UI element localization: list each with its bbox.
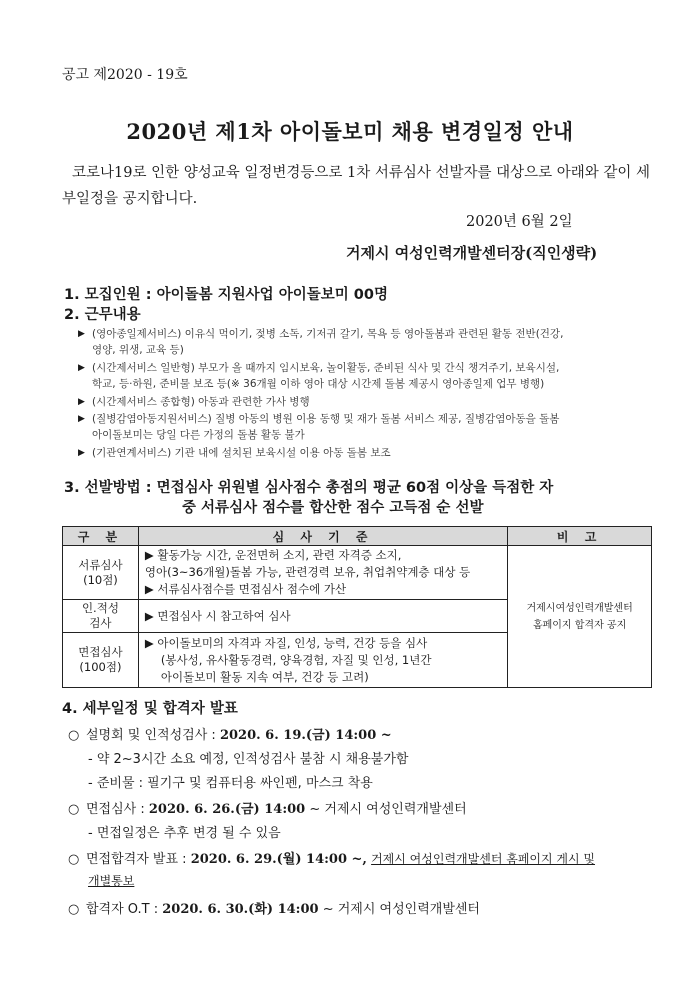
schedule-item-ot (68, 898, 480, 917)
duty-line: 영양, 위생, 교육 등) (92, 344, 184, 356)
schedule-note-cont: 개별통보 (88, 874, 135, 888)
schedule-location: ~ 거제시 여성인력개발센터 (318, 902, 480, 917)
section-selection-method-cont: 중 서류심사 점수를 합산한 점수 고득점 순 선발 (182, 500, 484, 516)
schedule-date: 2020. 6. 30.(화) 14:00 (162, 902, 319, 917)
criteria-line: ▶ 활동가능 시간, 운전면허 소지, 관련 자격증 소지, (144, 548, 402, 562)
category-points: 검사 (89, 616, 112, 630)
arrow-icon: ▶ (78, 448, 85, 458)
criteria-line: 아이돌보미 활동 지속 여부, 건강 등 고려) (160, 669, 369, 684)
schedule-location: 거제시 여성인력개발센터 홈페이지 게시 및 (371, 852, 596, 866)
arrow-icon: ▶ (78, 329, 85, 339)
category-points: (100점) (79, 660, 122, 674)
duty-item (78, 360, 668, 392)
header-note: 비 고 (508, 527, 652, 546)
schedule-subnote: - 면접일정은 추후 변경 될 수 있음 (88, 826, 281, 841)
arrow-icon: ▶ (78, 414, 85, 424)
schedule-label: 면접합격자 발표 : (86, 852, 191, 867)
table-row (63, 546, 652, 600)
header-category: 구 분 (63, 527, 139, 546)
schedule-date: 2020. 6. 29.(월) 14:00 ~, (190, 852, 367, 867)
notice-number: 공고 제2020 - 19호 (62, 67, 188, 83)
criteria-line: ▶ 아이돌보미의 자격과 자질, 인성, 능력, 건강 등을 심사 (144, 635, 428, 650)
section-schedule-heading: 4. 세부일정 및 합격자 발표 (62, 701, 238, 717)
criteria-line: 영아(3~36개월)돌봄 가능, 관련경력 보유, 취업취약계층 대상 등 (144, 565, 471, 579)
row-category (63, 600, 139, 633)
schedule-date: 2020. 6. 26.(금) 14:00 (148, 802, 306, 817)
category-label: 면접심사 (78, 645, 123, 659)
duty-line: (기관연계서비스) 기관 내에 설치된 보육시설 이용 아동 돌봄 보조 (92, 447, 391, 459)
schedule-subnote: - 준비물 : 필기구 및 컴퓨터용 싸인펜, 마스크 착용 (88, 776, 373, 791)
row-category (63, 546, 139, 600)
arrow-icon: ▶ (78, 397, 85, 407)
duty-line: (시간제서비스 일반형) 부모가 올 때까지 임시보육, 놀이활동, 준비된 식사 및 간식 챙겨주기, 보육시설, (92, 362, 560, 374)
circle-bullet-icon: ○ (68, 728, 80, 743)
category-points: (10점) (83, 572, 118, 587)
circle-bullet-icon: ○ (68, 852, 80, 867)
schedule-date: 2020. 6. 19.(금) 14:00 ~ (219, 728, 392, 743)
criteria-line: ▶ 서류심사점수를 면접심사 점수에 가산 (144, 582, 347, 596)
circle-bullet-icon: ○ (68, 902, 80, 917)
row-criteria (138, 633, 507, 688)
page-title: 2020년 제1차 아이돌보미 채용 변경일정 안내 (126, 119, 574, 144)
duty-item (78, 394, 668, 410)
note-cell (508, 546, 652, 688)
schedule-item-orientation (68, 724, 392, 743)
arrow-icon: ▶ (78, 363, 85, 373)
criteria-table (62, 526, 652, 688)
table-header-row (63, 527, 652, 546)
duty-item (78, 326, 668, 358)
category-label: 서류심사 (78, 557, 123, 572)
signer: 거제시 여성인력개발센터장(직인생략) (346, 244, 598, 262)
criteria-line: ▶ 면접심사 시 참고하여 심사 (144, 608, 291, 623)
duty-line: (영아종일제서비스) 이유식 먹이기, 젖병 소독, 기저귀 갈기, 목욕 등 영아돌봄과 관련된 활동 전반(건강, (92, 328, 564, 340)
circle-bullet-icon: ○ (68, 802, 80, 817)
duty-line: (시간제서비스 종합형) 아동과 관련한 가사 병행 (92, 396, 310, 408)
duty-line: (질병감염아동지원서비스) 질병 아동의 병원 이용 동행 및 재가 돌봄 서비스 제공, 질병감염아동을 돌봄 (92, 413, 560, 425)
section-duties-heading: 2. 근무내용 (64, 307, 141, 323)
row-criteria (138, 546, 507, 600)
intro-paragraph: 코로나19로 인한 양성교육 일정변경등으로 1차 서류심사 선발자를 대상으로 아래와 같이 세부일정을 공지합니다. (62, 165, 651, 207)
schedule-label: 합격자 O.T : (86, 902, 163, 917)
schedule-label: 설명회 및 인적성검사 : (86, 728, 220, 743)
schedule-subnote: - 약 2~3시간 소요 예정, 인적성검사 불참 시 채용불가함 (88, 752, 409, 767)
schedule-item-interview (68, 798, 467, 817)
row-category (63, 633, 139, 688)
duty-item (78, 411, 668, 443)
duty-item (78, 445, 668, 461)
schedule-item-announcement (68, 848, 595, 867)
criteria-line: (봉사성, 유사활동경력, 양육경험, 자질 및 인성, 1년간 (160, 652, 432, 667)
notice-date: 2020년 6월 2일 (466, 214, 573, 230)
schedule-label: 면접심사 : (86, 802, 149, 817)
duty-line: 아이돌보미는 당일 다른 가정의 돌봄 활동 불가 (92, 429, 305, 441)
header-criteria: 심 사 기 준 (138, 527, 507, 546)
schedule-location: ~ 거제시 여성인력개발센터 (305, 802, 467, 817)
note-line: 거제시여성인력개발센터 (526, 602, 633, 614)
section-selection-method: 3. 선발방법 : 면접심사 위원별 심사점수 총점의 평균 60점 이상을 득점한 자 (64, 480, 554, 496)
section-recruitment: 1. 모집인원 : 아이돌봄 지원사업 아이돌보미 00명 (64, 287, 388, 303)
note-line: 홈페이지 합격자 공지 (532, 619, 627, 631)
category-label: 인.적성 (81, 601, 119, 615)
duty-line: 학교, 등·하원, 준비물 보조 등(※ 36개월 이하 영아 대상 시간제 돌봄 제공시 영아종일제 업무 병행) (92, 378, 545, 390)
row-criteria (138, 600, 507, 633)
